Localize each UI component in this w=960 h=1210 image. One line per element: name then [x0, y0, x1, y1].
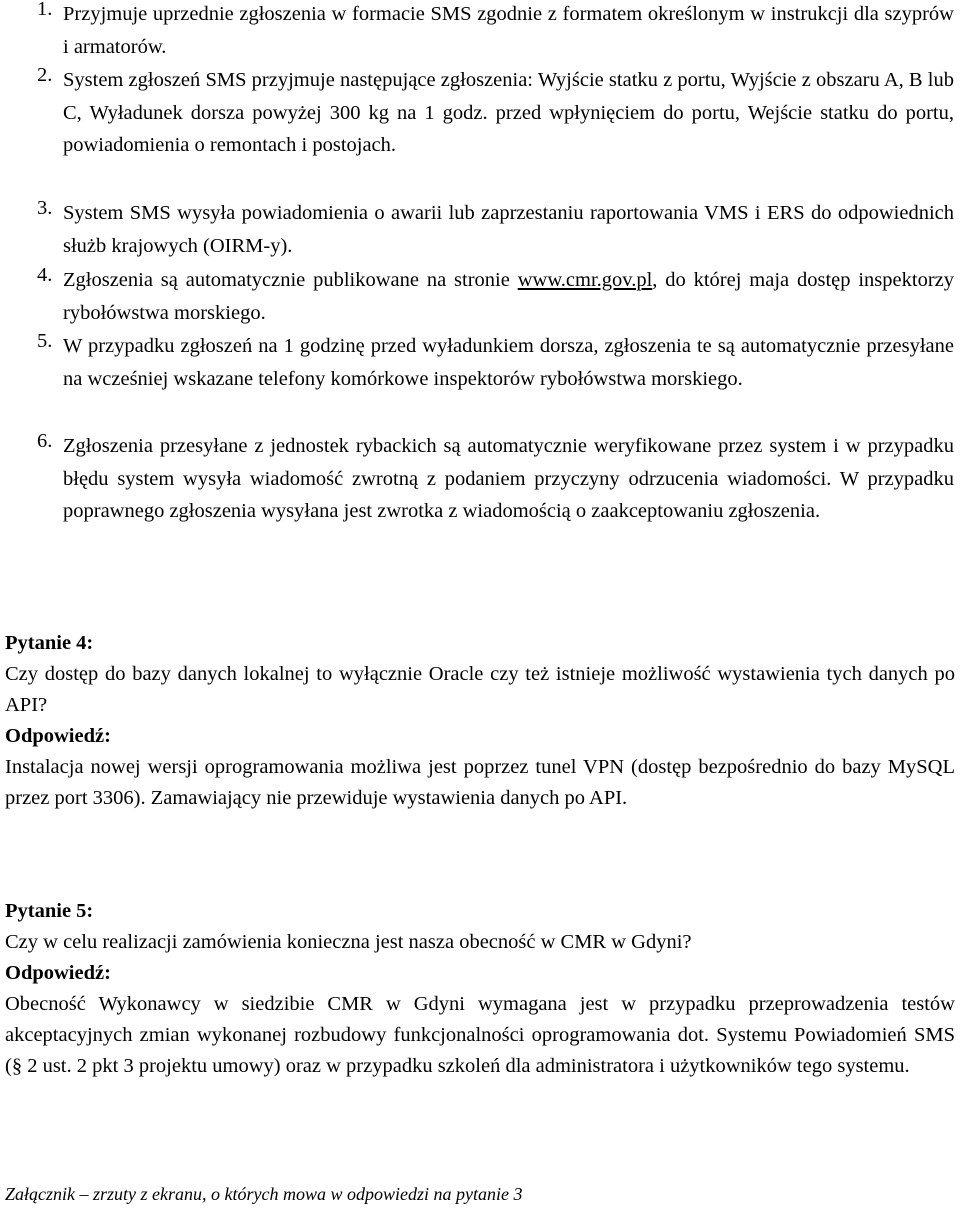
attachment-footnote: Załącznik – zrzuty z ekranu, o których mowa w odpowiedzi na pytanie 3: [5, 1184, 523, 1204]
answer-4-text: Instalacja nowej wersji oprogramowania możliwa jest poprzez tunel VPN (dostęp bezpośrednio do bazy MySQL przez port 3306). Zamawiający nie przewiduje wystawienia danych po API.: [5, 756, 955, 809]
list-item-text: System SMS wysyła powiadomienia o awarii lub zaprzestaniu raportowania VMS i ERS do odpowiednich służb krajowych (OIRM-y).: [63, 202, 954, 257]
question-5-heading: Pytanie 5:: [5, 900, 94, 922]
answer-5-text: Obecność Wykonawcy w siedzibie CMR w Gdyni wymagana jest w przypadku przeprowadzenia testów akceptacyjnych zmian wykonanej rozbudowy funkcjonalności oprogramowania dot. Systemu Powiadomień SMS (§ 2 ust. 2 pkt 3 projektu umowy) oraz w przypadku szkoleń dla administratora i użytkowników tego systemu.: [5, 993, 955, 1077]
list-number: 5.: [37, 330, 53, 352]
list-number: 2.: [37, 64, 53, 86]
question-4-section: [5, 628, 955, 814]
list-item-text: Zgłoszenia przesyłane z jednostek rybackich są automatycznie weryfikowane przez system i w przypadku błędu system wysyła wiadomość zwrotną z podaniem przyczyny odrzucenia wiadomości. W przypadku poprawnego zgłoszenia wysyłana jest zwrotka z wiadomością o zaakceptowaniu zgłoszenia.: [63, 435, 954, 523]
list-item-5: [0, 330, 960, 395]
list-number: 4.: [37, 264, 53, 286]
answer-5-heading: Odpowiedź:: [5, 962, 111, 984]
list-item-text-before: Zgłoszenia są automatycznie publikowane na stronie: [63, 269, 518, 291]
question-5-section: [5, 896, 955, 1082]
list-item-text: [63, 264, 954, 329]
answer-4-heading: Odpowiedź:: [5, 725, 111, 747]
list-item-text-after: , do której maja dostęp inspektorzy rybołówstwa morskiego.: [63, 269, 955, 324]
question-5-text: Czy w celu realizacji zamówienia konieczna jest nasza obecność w CMR w Gdyni?: [5, 931, 692, 953]
question-4-text: Czy dostęp do bazy danych lokalnej to wyłącznie Oracle czy też istnieje możliwość wystawienia tych danych po API?: [5, 663, 955, 716]
list-item-text: Przyjmuje uprzednie zgłoszenia w formacie SMS zgodnie z formatem określonym w instrukcji dla szyprów i armatorów.: [63, 3, 954, 58]
list-number: 1.: [37, 0, 53, 20]
list-item-1: [0, 0, 960, 63]
cmr-website-link[interactable]: www.cmr.gov.pl: [517, 269, 653, 291]
list-item-text: System zgłoszeń SMS przyjmuje następujące zgłoszenia: Wyjście statku z portu, Wyjście z obszaru A, B lub C, Wyładunek dorsza powyżej 300 kg na 1 godz. przed wpłynięciem do portu, Wejście statku do portu, powiadomienia o remontach i postojach.: [63, 69, 954, 157]
list-item-4: [0, 264, 960, 329]
list-item-text: W przypadku zgłoszeń na 1 godzinę przed wyładunkiem dorsza, zgłoszenia te są automatycznie przesyłane na wcześniej wskazane telefony komórkowe inspektorów rybołówstwa morskiego.: [63, 335, 954, 390]
list-item-3: [0, 197, 960, 262]
list-item-2: [0, 64, 960, 162]
list-item-6: [0, 430, 960, 528]
list-number: 3.: [37, 197, 53, 219]
question-4-heading: Pytanie 4:: [5, 632, 94, 654]
list-number: 6.: [37, 430, 53, 452]
